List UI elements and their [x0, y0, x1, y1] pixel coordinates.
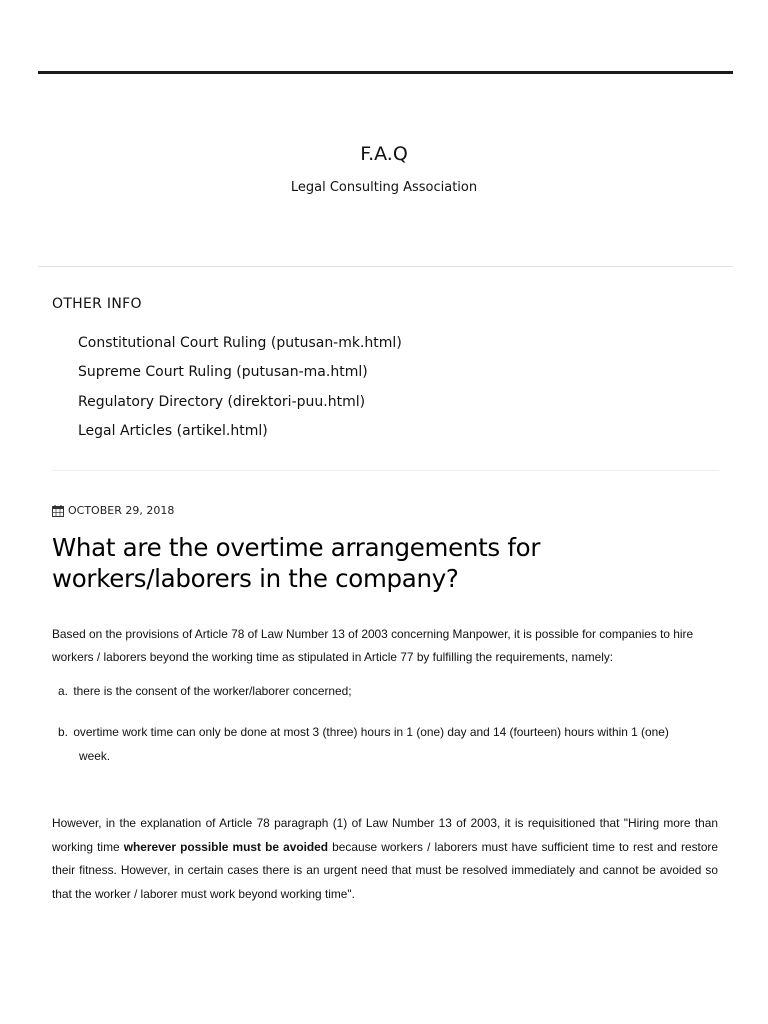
- link-regulatory-directory[interactable]: Regulatory Directory (direktori-puu.html): [78, 393, 366, 410]
- section-divider: [52, 470, 719, 471]
- explanation-paragraph: [52, 812, 718, 906]
- requirement-marker: a.: [58, 684, 68, 698]
- post-title: What are the overtime arrangements for workers/laborers in the company?: [52, 533, 541, 593]
- site-title[interactable]: F.A.Q: [360, 143, 408, 165]
- top-rule: [38, 71, 733, 74]
- link-supreme-court-ruling[interactable]: Supreme Court Ruling (putusan-ma.html): [78, 364, 368, 381]
- post-date-text: OCTOBER 29, 2018: [68, 504, 175, 517]
- site-tagline: Legal Consulting Association: [290, 180, 478, 195]
- explanation-text-after: because workers / laborers must have sufficient time to rest and restore their fitness. However, in certain cases there is an urgent need that must be resolved immediately and cannot be avoided so that the worker / laborer must work beyond working time".: [52, 839, 719, 901]
- intro-paragraph: Based on the provisions of Article 78 of Law Number 13 of 2003 concerning Manpower, it is possible for companies to hire workers / laborers beyond the working time as stipulated in Article 77 by fulfilling the requirements, namely:: [52, 627, 694, 664]
- explanation-text-before: However, in the explanation of Article 78 paragraph (1) of Law Number 13 of 2003, it is requisitioned that "Hiring more than working time: [52, 816, 718, 854]
- link-constitutional-court-ruling[interactable]: Constitutional Court Ruling (putusan-mk.html): [78, 335, 402, 351]
- requirement-item: [58, 683, 720, 700]
- requirement-marker: b.: [58, 725, 68, 739]
- other-info-item: [78, 421, 402, 450]
- requirement-text: overtime work time can only be done at most 3 (three) hours in 1 (one) day and 14 (fourteen) hours within 1 (one): [73, 725, 669, 739]
- requirement-text: there is the consent of the worker/laborer concerned;: [73, 684, 352, 698]
- other-info-item: [78, 362, 402, 391]
- calendar-icon: [52, 505, 64, 517]
- header-divider: [38, 266, 733, 267]
- other-info-list: [78, 333, 402, 451]
- requirement-item: [58, 720, 720, 768]
- other-info-item: [78, 392, 402, 421]
- link-legal-articles[interactable]: Legal Articles (artikel.html): [78, 423, 268, 440]
- post-date: [52, 504, 174, 517]
- requirement-continuation: week.: [79, 749, 111, 763]
- explanation-emphasis: wherever possible must be avoided: [123, 839, 329, 854]
- other-info-item: [78, 333, 402, 362]
- other-info-heading: OTHER INFO: [52, 296, 142, 312]
